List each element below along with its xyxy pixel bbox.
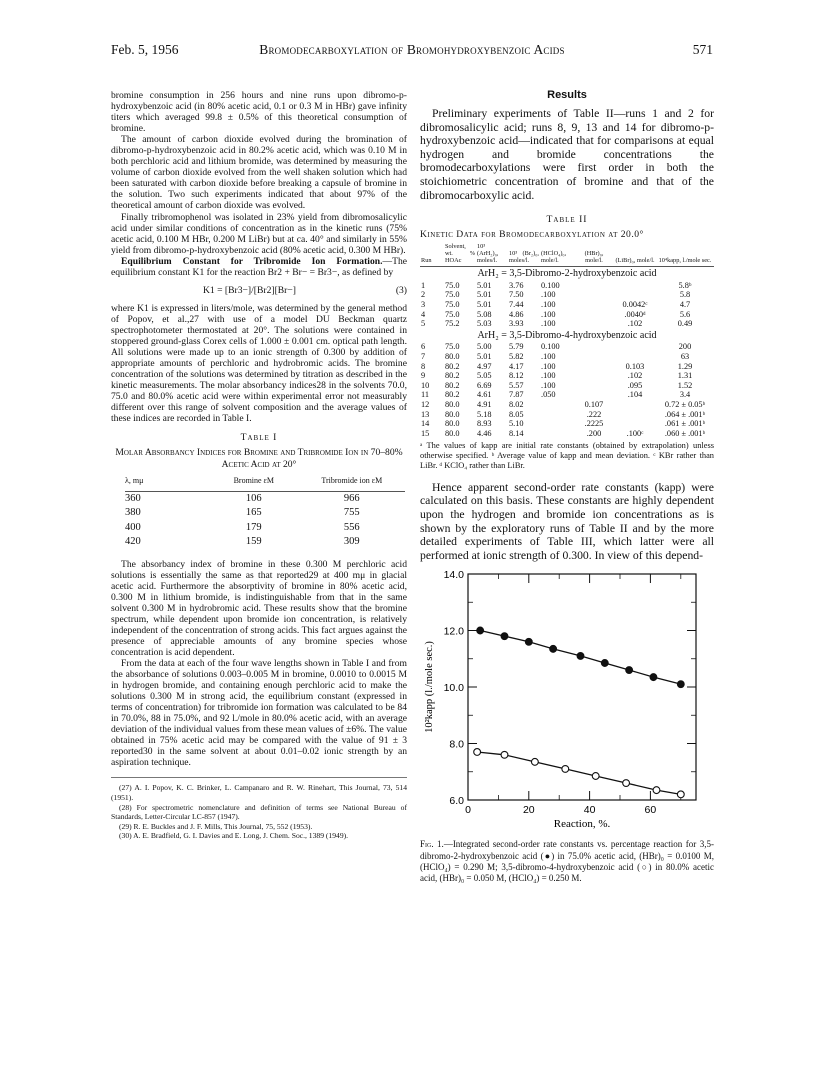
table2 [420,243,714,438]
reference: (29) R. E. Buckles and J. F. Mills, This Journal, 75, 552 (1953). [119,821,313,831]
table-row [420,419,714,429]
table-cell: 966 [343,493,360,505]
table1-title: Table I [240,432,278,444]
table-cell [540,419,574,429]
table-cell: 0.0042ᶜ [622,300,648,310]
table-cell: 5.03 [477,319,492,329]
data-point [525,639,532,646]
table-header-cell: (LiBr)₀, mole/l. [614,243,656,267]
table-header-cell: Solvent, wt. % HOAc [444,243,476,267]
table-cell [574,300,614,310]
data-point [601,660,608,667]
table-cell [540,410,574,420]
table-cell: 80.0 [445,352,460,362]
paragraph: where K1 is expressed in liters/mole, was determined by the general method of Popov, et al.,27 with use of a model DU Beckman quartz spectrophotometer thermostated at 20°. The solutions were contained in stoppered ground-glass Corex cells of 1.000 ± 0.001 cm. optical path length. All solutions were made up to an ionic strength of 0.300 by addition of appropriate amounts of perchloric and hydrobromic acids. The bromine concentration of the solutions was determined by titration as described in the kinetic measurements. The molar absorbancy indices28 in the solvents 70.0, 75.0 and 80.0% acetic acid were within experimental error not measurably different over this range of solvent composition and the average values of these indices are recorded in Table I. [111,302,407,425]
table-cell: 309 [343,535,360,547]
table-row [420,342,714,352]
y-tick-label: 8.0 [449,738,464,751]
table-cell: .050 [541,390,556,400]
table-cell: 1 [421,280,426,290]
table-cell: 0.100 [541,280,560,290]
y-axis-label: 10²kapp (l./mole sec.) [424,641,435,734]
table-header-cell: (HClO₄)₀, mole/l. [540,243,574,267]
table-header-row [420,243,714,267]
x-tick-label: 40 [583,804,596,817]
table-cell: 80.0 [445,400,460,410]
table-cell: 755 [343,507,360,519]
table-cell: 75.0 [445,342,460,352]
table-cell: 13 [421,409,430,419]
table-cell: 360 [125,493,141,505]
table-cell: .200 [586,428,602,438]
y-tick-label: 10.0 [443,682,464,695]
table-cell: 8 [421,361,426,371]
table-cell: .2225 [584,419,604,429]
table-cell: 7 [421,352,426,362]
table-header-cell: 10³ (ArH₂)₀, moles/l. [476,243,508,267]
data-point [501,633,508,640]
table-cell: 80.2 [445,361,460,371]
table-row [420,410,714,420]
table-cell: .061 ± .001ᵇ [664,419,706,429]
table-cell: 6 [421,342,426,352]
table-cell [614,410,656,420]
table2-group-2 [420,342,714,438]
y-tick-label: 6.0 [449,795,464,808]
table-header-cell: Run [420,243,444,267]
table-cell: 10 [421,380,430,390]
table-cell [614,290,656,300]
table-cell: 75.0 [445,280,460,290]
table-cell: 5 [421,319,426,329]
header-date: Feb. 5, 1956 [111,42,179,57]
table-cell: 159 [245,535,262,547]
table-cell: .102 [627,319,643,329]
table-cell: 80.2 [445,380,460,390]
table-cell [540,400,574,410]
table-cell: .100 [541,290,556,300]
table-cell: .100 [541,309,556,319]
data-point [677,791,684,798]
x-tick-label: 60 [644,804,657,817]
x-tick-label: 20 [522,804,535,817]
table-cell [574,371,614,381]
table-cell: .104 [627,390,643,400]
table-cell [614,400,656,410]
table-cell: 5.05 [477,371,492,381]
paragraph: Preliminary experiments of Table II—runs 1 and 2 for dibromosalicylic acid; runs 8, 9, 13 and 14 for dibromo-p-hydroxybenzoic acid—indicated that for comparisons at equal hydrogen and bromide concentrations the bromodecarboxylations were first order in both the stoichiometric concentration of bromine and that of the dibromocarboxylic acid. [420,107,714,202]
section-heading: Equilibrium Constant for Tribromide Ion Formation. [121,255,383,267]
table-cell: 1.29 [677,361,693,371]
table-cell: 11 [421,390,429,400]
table-cell: 0.100 [541,342,560,352]
table-cell: 4.17 [509,361,524,371]
table-cell: 8.93 [477,419,492,429]
table-row [125,521,405,535]
table-row [420,390,714,400]
table-subheader [420,329,714,343]
paragraph: The amount of carbon dioxide evolved during the bromination of dibromo-p-hydroxybenzoic acid in 80.2% acetic acid, which was 0.10 M in both perchloric acid and lithium bromide, was determined by measuring the volume of carbon dioxide evolved from the well shaken solution which had been saturated with carbon dioxide before breaking a capsule of bromine in the solution. Two such experiments indicated that about 97% of the theoretical amount of carbon dioxide was evolved. [111,134,407,212]
data-point [477,627,484,634]
table-row [420,281,714,291]
equation [111,285,407,296]
table-cell [574,290,614,300]
table-cell: .100 [541,361,556,371]
table-header-cell: (HBr)₀, mole/l. [574,243,614,267]
table-cell: .100 [541,319,556,329]
table-cell: .100 [541,352,556,362]
table-header-cell: Bromine εM [209,476,299,492]
table-cell: 3.93 [509,319,524,329]
table-row [420,429,714,439]
table-cell: 5.01 [477,280,492,290]
table-cell: 4.97 [477,361,492,371]
reference: (28) For spectrometric nomenclature and definition of terms see National Bureau of Standards, Letter-Circular LC-857 (1947). [111,802,407,822]
page-number: 571 [692,42,713,57]
table-cell: 200 [678,342,692,352]
table-row [125,492,405,507]
table-cell: 12 [421,400,430,410]
table-cell [574,381,614,391]
table-cell: 1.31 [677,371,693,381]
table-cell: 5.57 [509,380,524,390]
table-cell [574,362,614,372]
table-cell: 6.69 [477,380,492,390]
table-cell: 0.72 ± 0.05ᵇ [664,400,706,410]
table-cell: 165 [245,507,262,519]
table-cell: 4.7 [679,300,691,310]
table1-caption: Molar Absorbancy Indices for Bromine and Tribromide Ion in 70–80% Acetic Acid at 20° [115,447,403,471]
table-cell: 4 [421,309,426,319]
table-cell: 5.82 [509,352,524,362]
table1 [125,476,405,548]
table-cell [574,319,614,329]
footnotes [111,777,407,841]
table-cell: 7.44 [509,300,524,310]
table-cell: 5.6 [679,309,691,319]
table-cell: 7.50 [509,290,524,300]
table-cell: 5.10 [509,419,524,429]
table-cell: 8.05 [509,409,524,419]
results-heading: Results [547,89,587,101]
table2-group-1 [420,281,714,329]
data-point [653,787,660,794]
table2-caption: Kinetic Data for Bromodecarboxylation at 20.0° [420,229,644,241]
figure-1 [420,566,714,839]
right-column [420,90,714,884]
table-cell: 5.08 [477,309,492,319]
table-cell [614,352,656,362]
left-column [111,90,407,841]
table-cell: .064 ± .001ᵇ [664,409,706,419]
table-cell: .060 ± .001ᵇ [664,428,706,438]
table-cell [614,419,656,429]
table-cell: 75.0 [445,309,460,319]
table-cell: 1.52 [677,380,693,390]
table-cell: .100ᶜ [626,428,644,438]
table-cell [574,352,614,362]
table-cell [540,429,574,439]
table-cell: 3 [421,300,426,310]
table-row [420,371,714,381]
table-header-cell: λ, mμ [125,476,209,492]
figure-label: Fig. 1. [420,839,444,850]
table-cell: .102 [627,371,643,381]
table-row [420,400,714,410]
table-cell [574,310,614,320]
table-cell [574,342,614,352]
table-row [125,535,405,549]
table-subheader-cell: ArH₂ = 3,5-Dibromo-4-hydroxybenzoic acid [477,329,657,341]
table-cell: 5.8 [679,290,691,300]
figure-caption-text: —Integrated second-order rate constants vs. percentage reaction for 3,5-dibromo-2-hydroxybenzoic acid (●) in 75.0% acetic acid, (HBr)₀ = 0.0100 M, (HClO₄) = 0.290 M; 3,5-dibromo-4-hydroxybenzoic acid (○) in 80.0% acetic acid, (HBr)₀ = 0.050 M, (HClO₄) = 0.250 M. [420,839,714,883]
table-subheader [420,267,714,281]
table-cell: 400 [125,521,141,533]
table-cell: 5.00 [477,342,492,352]
table-cell: 80.2 [445,371,460,381]
table-cell: .100 [541,300,556,310]
table-cell: .222 [586,409,602,419]
reference: (30) A. E. Bradfield, G. I. Davies and E. Long, J. Chem. Soc., 1389 (1949). [119,831,349,841]
table-cell: 106 [245,493,262,505]
equation-number: (3) [395,284,407,296]
data-point [677,681,684,688]
table-header-row [125,476,405,492]
table-cell: 5.79 [509,342,524,352]
table-cell: 4.61 [477,390,492,400]
data-point [531,759,538,766]
table-subheader-cell: ArH₂ = 3,5-Dibromo-2-hydroxybenzoic acid [477,268,657,280]
table-cell [614,281,656,291]
table-cell: 0.107 [584,400,604,410]
data-point [562,766,569,773]
table-cell: 556 [343,521,360,533]
table-cell: 8.14 [509,428,524,438]
series-line-2 [477,752,681,794]
header-title: Bromodecarboxylation of Bromohydroxybenzoic Acids [259,42,565,57]
table-cell: .095 [627,380,643,390]
data-point [650,674,657,681]
table2-title: Table II [546,214,588,226]
table-row [420,310,714,320]
x-axis-label: Reaction, %. [553,818,611,831]
table-cell: 80.0 [445,428,460,438]
table-cell: 7.87 [509,390,524,400]
y-tick-label: 12.0 [443,625,464,638]
data-point [474,749,481,756]
plot-frame [468,574,696,800]
table-cell: .100 [541,380,556,390]
table-cell: 80.0 [445,419,460,429]
table-cell: 9 [421,371,426,381]
table2-footnote: ᵃ The values of kapp are initial rate constants (obtained by extrapolation) unless otherwise specified. ᵇ Average value of kapp and mean deviation. ᶜ KBr rather than LiBr. ᵈ KClO₄ rather than LiBr. [420,441,714,470]
paragraph: Equilibrium Constant for Tribromide Ion Formation.—The equilibrium constant K1 for the reaction Br2 + Br− = Br3−, as defined by [111,255,407,278]
table-cell: 4.86 [509,309,524,319]
table-cell: 179 [245,521,262,533]
paragraph: bromine consumption in 256 hours and nine runs upon dibromo-p-hydroxybenzoic acid (in 80% acetic acid, 0.1 or 0.3 M in HBr) gave infinity titers which averaged 99.8 ± 0.5% of this theoretical consumption of bromine. [111,90,407,135]
table-cell: 4.46 [477,428,492,438]
table-cell: 5.01 [477,290,492,300]
table-cell: 5.18 [477,409,492,419]
data-point [626,667,633,674]
data-point [623,780,630,787]
table-row [420,290,714,300]
running-header [111,42,713,62]
table-row [420,352,714,362]
data-point [592,773,599,780]
table-cell: 380 [125,507,141,519]
paragraph: Hence apparent second-order rate constants (kapp) were calculated on this basis. These constants are highly dependent upon the hydrogen and bromide ion concentrations as is shown by the exploratory runs of Table II and by the more detailed experiments of Table III, which latter were all performed at ionic strength of 0.300. In view of this depend- [420,480,714,562]
table-cell: 2 [421,290,426,300]
table-header-cell: 10⁴kapp, l./mole sec. [656,243,714,267]
table-cell: 4.91 [477,400,492,410]
reference: (27) A. I. Popov, K. C. Brinker, L. Campanaro and R. W. Rinehart, This Journal, 73, 514 (1951). [111,783,407,803]
table-cell: 0.49 [677,319,693,329]
rate-constant-chart [420,566,714,836]
data-point [577,653,584,660]
table-row [420,381,714,391]
table-cell: 15 [421,428,430,438]
table-cell: 5.8ᵇ [678,280,692,290]
table-cell [614,342,656,352]
table-header-cell: 10³ (Br₂)₀, moles/l. [508,243,540,267]
table-cell: 8.12 [509,371,524,381]
table-row [420,362,714,372]
table-row [125,506,405,520]
table-row [420,300,714,310]
data-point [550,646,557,653]
table-cell: 14 [421,419,430,429]
table-cell: 420 [125,535,141,547]
data-point [501,752,508,759]
table-cell: .100 [541,371,556,381]
table-cell: .0040ᵈ [624,309,646,319]
table-cell: 75.0 [445,300,460,310]
table-header-cell: Tribromide ion εM [299,476,405,492]
equation-body: K1 = [Br3−]/[Br2][Br−] [203,284,296,296]
table-cell: 8.02 [509,400,524,410]
table-cell [574,390,614,400]
table-cell: 0.103 [625,361,645,371]
table-cell: 5.01 [477,300,492,310]
paragraph: Finally tribromophenol was isolated in 23% yield from dibromosalicylic acid under similar conditions of concentration as in the kinetic runs (75% acetic acid, 0.100 M HBr, 0.200 M LiBr) but at ca. 40° and similarly in 55% yield from dibromo-p-hydroxybenzoic acid (80% acetic acid, 0.300 M HBr). [111,211,407,256]
table-cell: 80.2 [445,390,460,400]
paragraph: The absorbancy index of bromine in these 0.300 M perchloric acid solutions is essentially the same as that reported29 at 400 mμ in glacial acetic acid. Furthermore the absorptivity of bromine in 80% acetic acid, 0.300 M in lithium bromide, is indistinguishable from that in the same solvent 0.300 M in hydrobromic acid. These results show that the bromine spectrum, while dependent upon bromide ion concentration, is relatively independent of the concentration of strong acids. This fact argues against the presence of appreciable amounts of any bromine species whose concentration is acid dependent. [111,558,407,658]
table-cell: 75.2 [445,319,460,329]
table-cell: 5.01 [477,352,492,362]
x-tick-label: 0 [465,804,471,817]
table-row [420,319,714,329]
table-cell: 63 [680,352,690,362]
paragraph: From the data at each of the four wave lengths shown in Table I and from the absorbance of solutions 0.003–0.005 M in bromine, 0.0010 to 0.0015 M in hydrogen bromide, and containing enough perchloric acid to make the solutions 0.300 M in strong acid, the equilibrium constant (expressed in terms of concentration) for tribromide ion formation was calculated to be 84 in 70.0%, 88 in 75.0%, and 92 l./mole in 80.0% acetic acid, with an average deviation of the individual values from these mean values of ±6%. The value obtained in 75% acetic acid may be compared with the value of 91 ± 3 reported30 in the same solvent at about 0.01–0.02 ionic strength by an aspiration technique. [111,658,407,769]
figure-caption [420,839,714,884]
y-tick-label: 14.0 [443,569,464,582]
table-cell [574,281,614,291]
table-cell: 80.0 [445,409,460,419]
table-cell: 3.4 [679,390,691,400]
table-cell: 75.0 [445,290,460,300]
table-cell: 3.76 [509,280,524,290]
